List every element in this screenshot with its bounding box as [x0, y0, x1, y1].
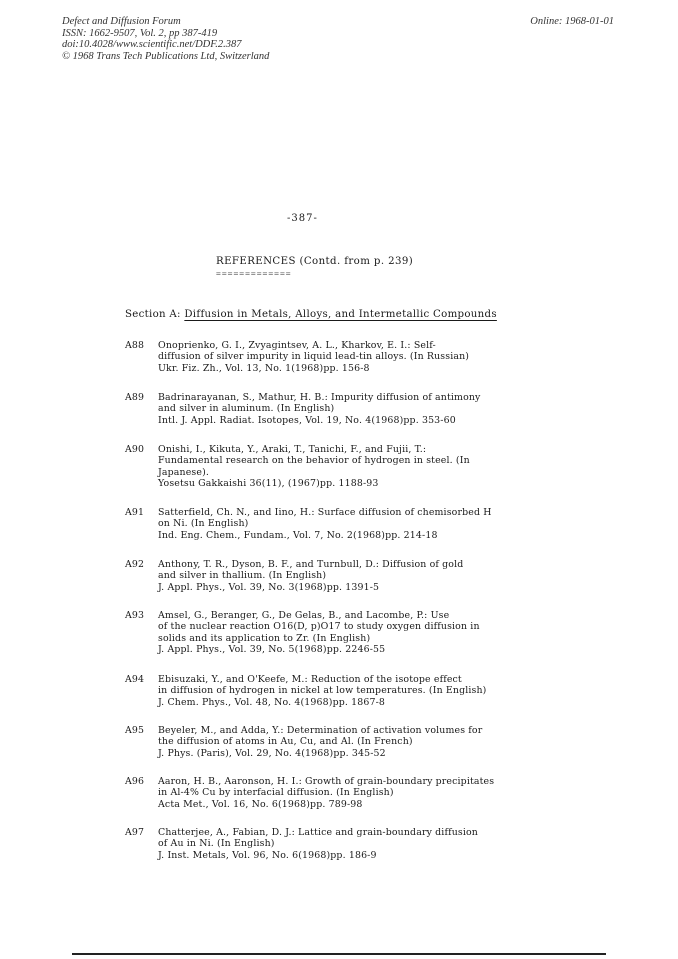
reference-code: A92: [125, 559, 145, 570]
reference-line: J. Appl. Phys., Vol. 39, No. 5(1968)pp. 2246-55: [158, 643, 386, 655]
reference-line: Intl. J. Appl. Radiat. Isotopes, Vol. 19, No. 4(1968)pp. 353-60: [158, 414, 456, 426]
reference-code: A95: [125, 725, 145, 736]
reference-body: [158, 559, 563, 593]
footer-rule: [72, 953, 606, 955]
reference-line: in Al-4% Cu by interfacial diffusion. (In English): [158, 787, 394, 799]
reference-body: [158, 674, 563, 708]
reference-line: J. Chem. Phys., Vol. 48, No. 4(1968)pp. 1867-8: [158, 696, 386, 708]
reference-line: Badrinarayanan, S., Mathur, H. B.: Impurity diffusion of antimony: [158, 392, 481, 403]
reference-line: and silver in aluminum. (In English): [158, 403, 335, 415]
reference-line: Onoprienko, G. I., Zvyagintsev, A. L., Kharkov, E. I.: Self-: [158, 340, 436, 351]
reference-body: [158, 725, 563, 759]
reference-line: Ebisuzaki, Y., and O'Keefe, M.: Reduction of the isotope effect: [158, 674, 462, 685]
reference-line: on Ni. (In English): [158, 518, 249, 530]
reference-line: the diffusion of atoms in Au, Cu, and Al. (In French): [158, 736, 413, 748]
reference-body: [158, 776, 563, 810]
page-number: -387-: [287, 213, 318, 224]
reference-line: Onishi, I., Kikuta, Y., Araki, T., Tanichi, F., and Fujii, T.:: [158, 444, 427, 455]
reference-body: [158, 444, 563, 489]
reference-line: Acta Met., Vol. 16, No. 6(1968)pp. 789-98: [158, 798, 363, 810]
reference-line: Ukr. Fiz. Zh., Vol. 13, No. 1(1968)pp. 156-8: [158, 362, 370, 374]
reference-code: A93: [125, 610, 145, 621]
reference-code: A94: [125, 674, 145, 685]
reference-line: of the nuclear reaction O16(D, p)O17 to study oxygen diffusion in: [158, 621, 480, 633]
reference-body: [158, 507, 563, 541]
reference-line: Fundamental research on the behavior of hydrogen in steel. (In: [158, 455, 470, 467]
section-prefix: Section A:: [125, 309, 181, 320]
reference-code: A97: [125, 827, 145, 838]
reference-body: [158, 610, 563, 655]
reference-line: diffusion of silver impurity in liquid lead-tin alloys. (In Russian): [158, 351, 470, 363]
section-title: Diffusion in Metals, Alloys, and Intermetallic Compounds: [184, 309, 497, 320]
reference-line: Chatterjee, A., Fabian, D. J.: Lattice and grain-boundary diffusion: [158, 827, 478, 838]
issn-line: ISSN: 1662-9507, Vol. 2, pp 387-419: [62, 27, 218, 39]
copyright-line: © 1968 Trans Tech Publications Ltd, Switzerland: [62, 50, 270, 62]
reference-code: A89: [125, 392, 145, 403]
reference-line: Anthony, T. R., Dyson, B. F., and Turnbull, D.: Diffusion of gold: [158, 559, 464, 570]
reference-body: [158, 340, 563, 374]
reference-body: [158, 827, 563, 861]
reference-body: [158, 392, 563, 426]
reference-code: A88: [125, 340, 145, 351]
reference-code: A90: [125, 444, 145, 455]
journal-header: [62, 16, 269, 62]
reference-line: and silver in thallium. (In English): [158, 570, 327, 582]
references-title-underline: =============: [216, 269, 292, 278]
reference-line: of Au in Ni. (In English): [158, 838, 275, 850]
reference-line: J. Inst. Metals, Vol. 96, No. 6(1968)pp. 186-9: [158, 849, 377, 861]
references-title: REFERENCES (Contd. from p. 239): [216, 256, 414, 267]
doi-line: doi:10.4028/www.scientific.net/DDF.2.387: [62, 39, 242, 51]
reference-line: Yosetsu Gakkaishi 36(11), (1967)pp. 1188-93: [158, 477, 379, 489]
reference-line: J. Phys. (Paris), Vol. 29, No. 4(1968)pp. 345-52: [158, 747, 386, 759]
reference-line: Japanese).: [158, 466, 210, 478]
reference-line: Ind. Eng. Chem., Fundam., Vol. 7, No. 2(1968)pp. 214-18: [158, 529, 438, 541]
section-heading: [125, 309, 497, 320]
reference-line: Aaron, H. B., Aaronson, H. I.: Growth of grain-boundary precipitates: [158, 776, 495, 787]
journal-name: Defect and Diffusion Forum: [62, 16, 181, 27]
online-date: Online: 1968-01-01: [530, 16, 614, 27]
reference-line: Satterfield, Ch. N., and Iino, H.: Surface diffusion of chemisorbed H: [158, 507, 492, 518]
reference-line: solids and its application to Zr. (In English): [158, 632, 371, 644]
reference-line: in diffusion of hydrogen in nickel at low temperatures. (In English): [158, 685, 487, 697]
reference-line: J. Appl. Phys., Vol. 39, No. 3(1968)pp. 1391-5: [158, 581, 380, 593]
reference-line: Beyeler, M., and Adda, Y.: Determination of activation volumes for: [158, 725, 483, 736]
reference-code: A91: [125, 507, 145, 518]
reference-line: Amsel, G., Beranger, G., De Gelas, B., and Lacombe, P.: Use: [158, 610, 450, 621]
reference-code: A96: [125, 776, 145, 787]
